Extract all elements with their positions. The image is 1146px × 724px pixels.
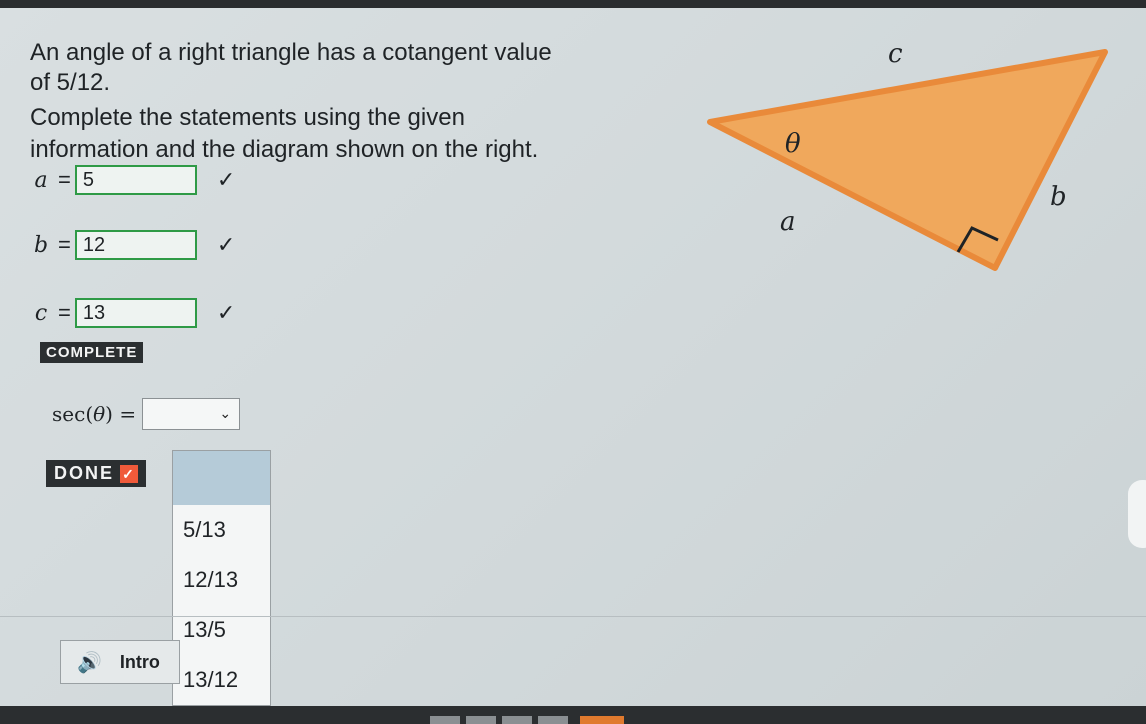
equation-a <box>30 165 235 195</box>
label-b: b <box>1050 182 1067 212</box>
equals-sign: = <box>58 167 71 192</box>
sec-theta-label: sec(θ) = <box>52 402 137 426</box>
equation-c <box>30 298 235 328</box>
dropdown-options-list <box>172 450 271 706</box>
done-check-icon: ✓ <box>120 465 138 483</box>
equals-sign: = <box>119 402 137 426</box>
right-triangle-diagram <box>700 40 1120 290</box>
dropdown-option-12-13[interactable]: 12/13 <box>183 567 239 592</box>
equals-sign: = <box>58 300 71 325</box>
done-label: DONE <box>54 463 115 483</box>
dropdown-option-5-13[interactable]: 5/13 <box>183 517 226 542</box>
variable-a-label: a <box>34 167 48 193</box>
answer-b-input[interactable]: 12 <box>75 230 197 260</box>
progress-segment-current <box>580 716 624 724</box>
sec-question <box>52 398 240 430</box>
intro-button[interactable] <box>60 640 180 684</box>
done-badge <box>46 460 146 487</box>
side-handle <box>1128 480 1146 548</box>
progress-segment <box>430 716 460 724</box>
sec-answer-dropdown[interactable] <box>142 398 240 430</box>
complete-badge: COMPLETE <box>40 342 143 363</box>
theta-symbol: θ <box>93 402 106 426</box>
problem-prompt <box>30 38 552 98</box>
label-c: c <box>888 40 903 69</box>
chevron-down-icon: ⌄ <box>219 405 232 421</box>
progress-segment <box>502 716 532 724</box>
label-a: a <box>780 207 796 237</box>
instructions-line-2: information and the diagram shown on the right. <box>30 136 539 163</box>
progress-segment <box>538 716 568 724</box>
check-icon: ✓ <box>216 167 236 192</box>
progress-segment <box>466 716 496 724</box>
check-icon: ✓ <box>216 300 236 325</box>
instructions-line-1: Complete the statements using the given <box>30 104 465 131</box>
dropdown-highlighted-blank-option[interactable] <box>173 451 270 505</box>
check-icon: ✓ <box>216 232 236 257</box>
dropdown-option-13-12[interactable]: 13/12 <box>183 667 239 692</box>
label-theta: θ <box>785 129 801 159</box>
answer-a-input[interactable]: 5 <box>75 165 197 195</box>
triangle-shape <box>710 52 1105 268</box>
sec-function-name: sec <box>52 402 86 426</box>
intro-label: Intro <box>119 651 160 672</box>
instructions <box>30 102 538 166</box>
dropdown-option-13-5[interactable]: 13/5 <box>183 617 226 642</box>
variable-b-label: b <box>33 232 49 258</box>
equals-sign: = <box>58 232 71 257</box>
equation-b <box>30 230 235 260</box>
answer-c-input[interactable]: 13 <box>75 298 197 328</box>
bottom-bar <box>0 706 1146 724</box>
prompt-line-1: An angle of a right triangle has a cotangent value <box>30 39 552 66</box>
variable-c-label: c <box>34 300 48 326</box>
speaker-icon: 🔊 <box>77 651 102 674</box>
divider <box>0 616 1146 617</box>
prompt-line-2: of 5/12. <box>30 69 111 96</box>
top-bar <box>0 0 1146 8</box>
